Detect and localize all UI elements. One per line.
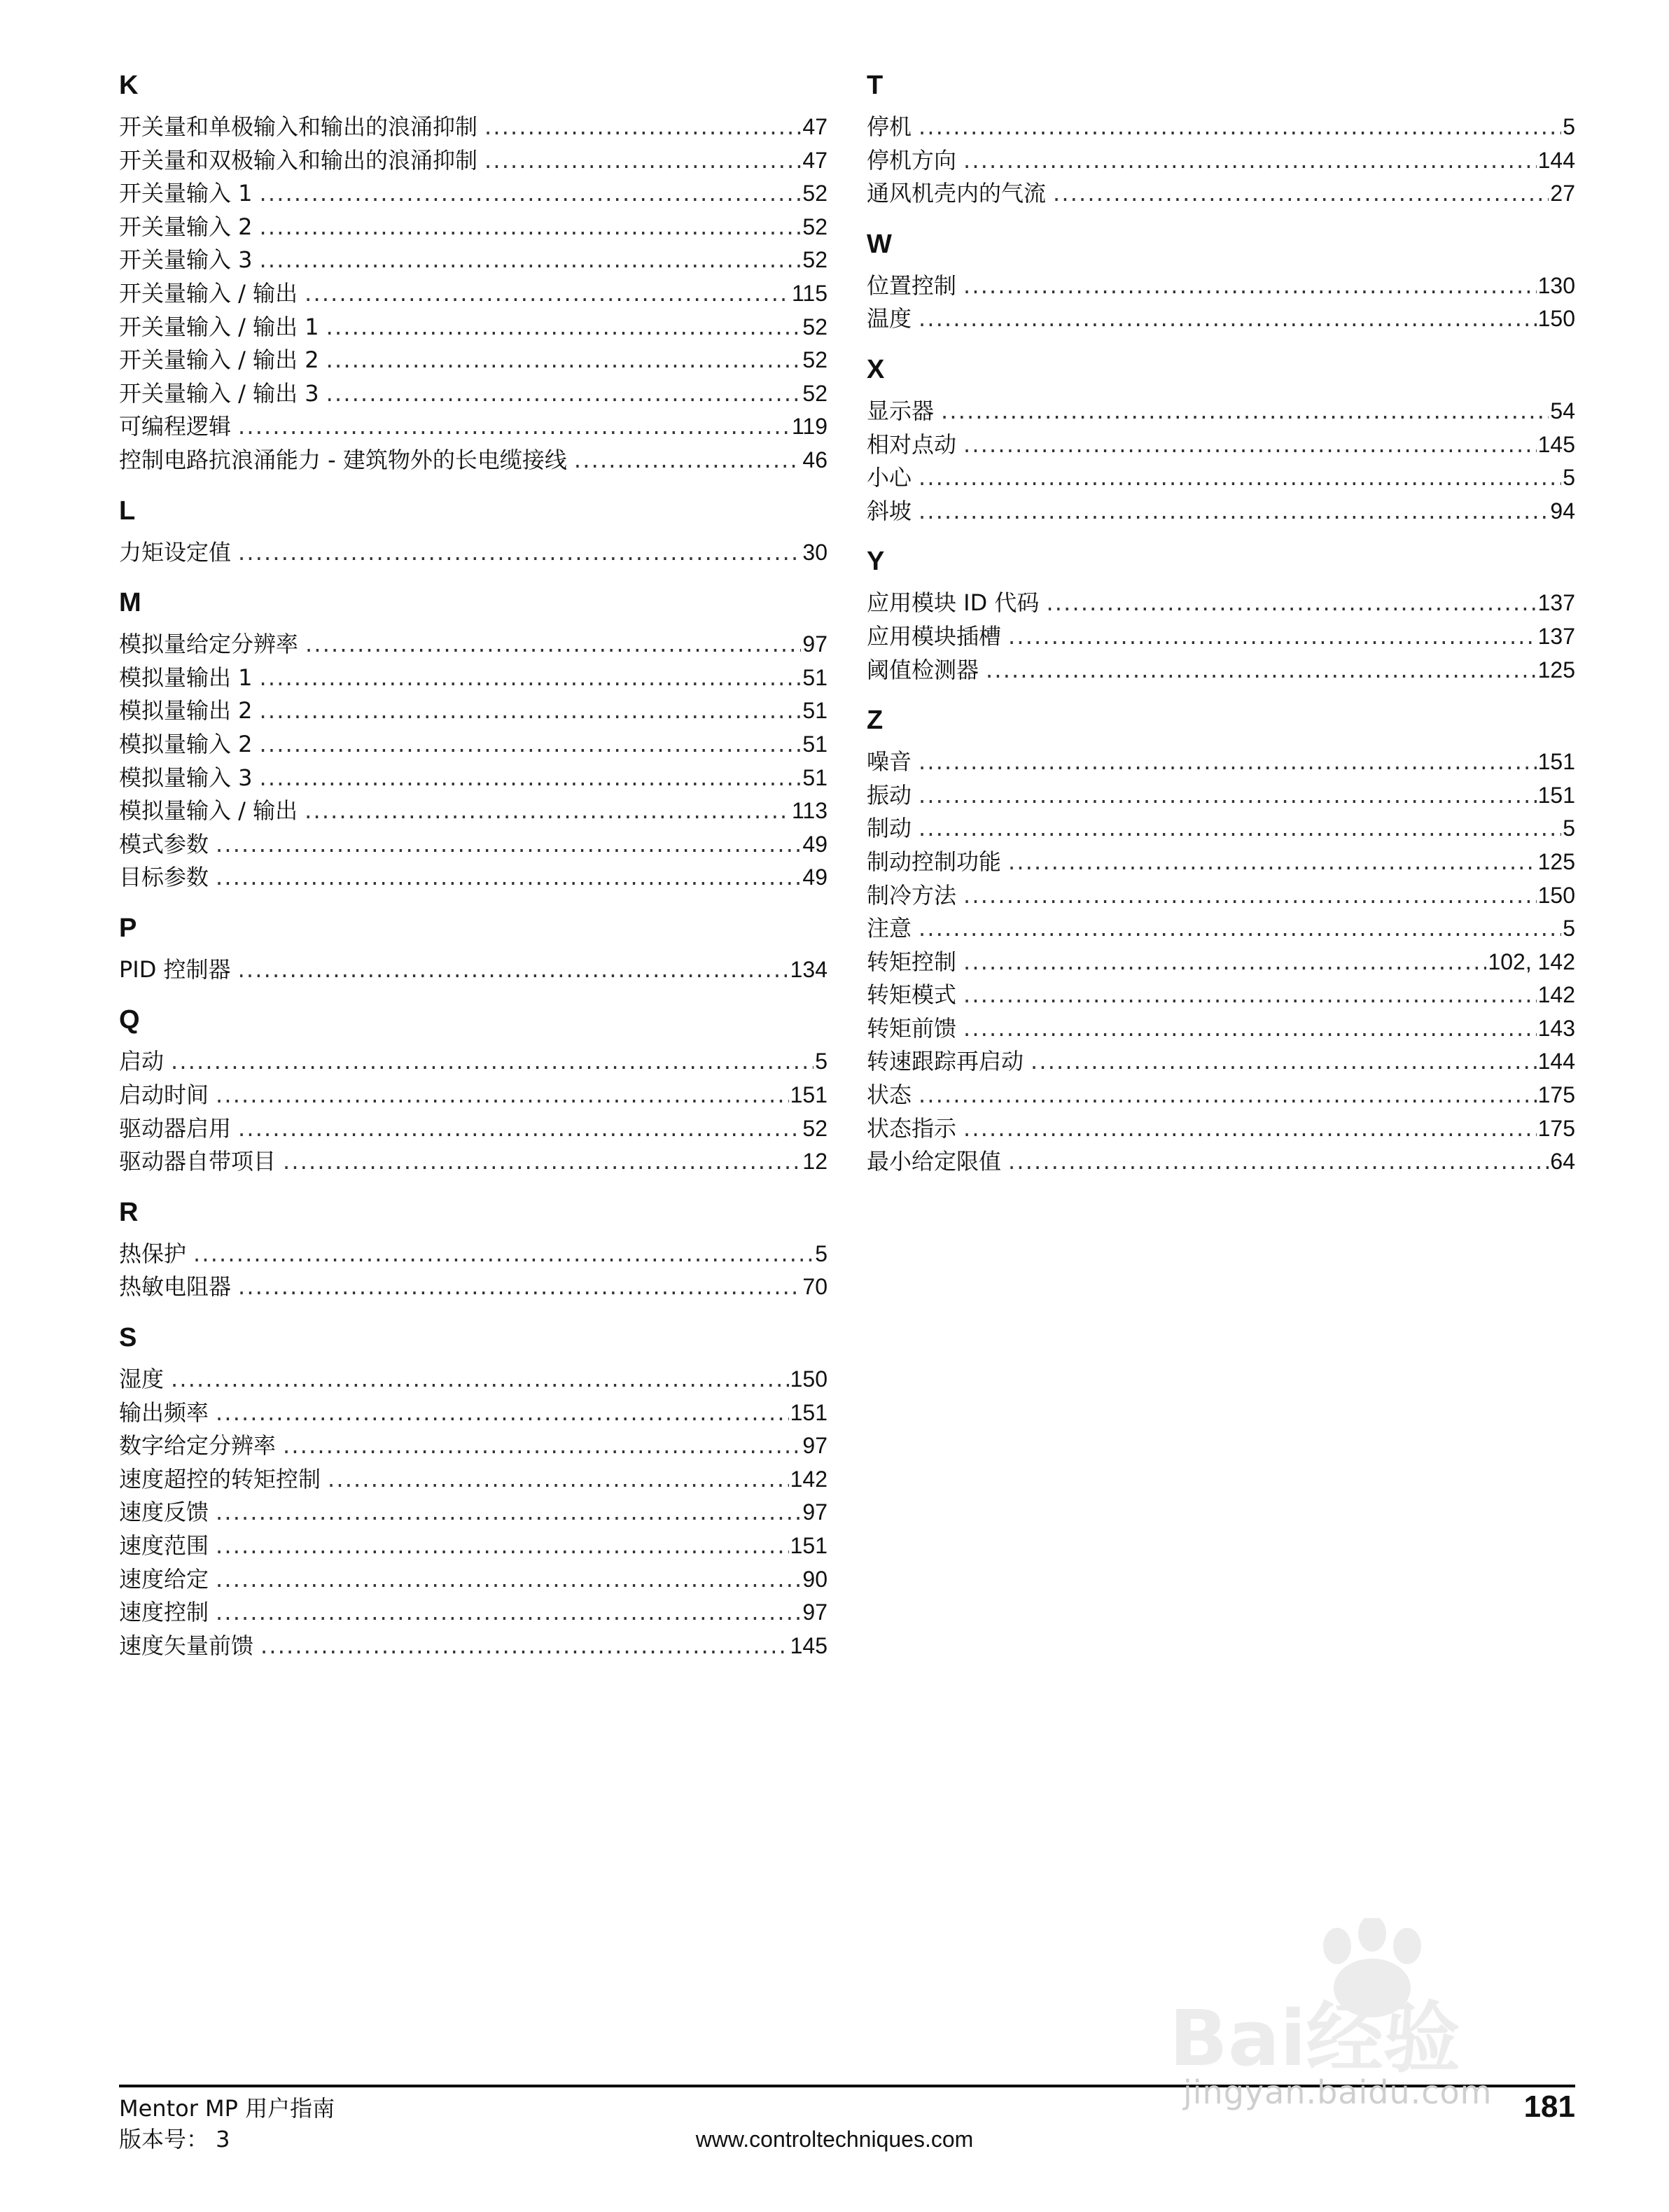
entry-page-number: 27 (1550, 181, 1575, 206)
index-entry[interactable] (119, 762, 827, 795)
index-entry[interactable] (119, 277, 827, 311)
dot-leader (305, 794, 790, 828)
dot-leader (963, 428, 1537, 462)
index-section-k (119, 69, 827, 477)
dot-leader (216, 1563, 801, 1597)
index-entry[interactable] (119, 1429, 827, 1463)
entry-page-number: 150 (1537, 882, 1575, 908)
index-entry[interactable] (119, 536, 827, 570)
dot-leader (238, 536, 801, 570)
dot-leader (283, 1145, 801, 1179)
entry-page-number: 151 (790, 1399, 827, 1425)
section-letter: M (119, 588, 141, 618)
index-entry[interactable] (867, 428, 1575, 462)
entry-page-number: 125 (1537, 848, 1575, 874)
entry-page-number: 151 (790, 1533, 827, 1558)
doc-title: Mentor MP 用户指南 (119, 2095, 335, 2122)
index-entry[interactable] (119, 177, 827, 211)
index-entry[interactable] (119, 144, 827, 178)
entry-page-number: 49 (802, 864, 827, 890)
dot-leader (919, 111, 1561, 144)
section-letter: X (867, 354, 885, 384)
index-entry[interactable] (119, 1270, 827, 1304)
entry-label: 噪音 (867, 748, 912, 776)
entry-label: 开关量输入 / 输出 1 (119, 313, 319, 340)
entry-label: 停机方向 (867, 146, 957, 174)
entry-label: 模拟量输入 / 输出 (119, 797, 298, 825)
entry-page-number: 5 (1563, 916, 1575, 941)
index-entry[interactable] (119, 111, 827, 144)
index-entry[interactable] (119, 1630, 827, 1663)
dot-leader (919, 461, 1561, 495)
index-entry[interactable] (119, 1463, 827, 1497)
index-entry[interactable] (119, 1596, 827, 1630)
section-letter: Z (867, 706, 884, 736)
index-section-x (867, 353, 1575, 528)
entry-page-number: 52 (802, 314, 827, 340)
dot-leader (216, 1396, 789, 1430)
index-entry[interactable] (867, 1012, 1575, 1046)
entry-page-number: 134 (790, 956, 827, 982)
index-entry[interactable] (119, 794, 827, 828)
entry-label: 模拟量给定分辨率 (119, 631, 299, 658)
section-letter: S (119, 1323, 137, 1353)
dot-leader (216, 1079, 789, 1112)
entry-label: 制冷方法 (867, 881, 957, 909)
index-entry[interactable] (119, 861, 827, 895)
entry-label: 速度给定 (119, 1565, 209, 1592)
index-entry[interactable] (867, 587, 1575, 620)
index-entry[interactable] (867, 461, 1575, 495)
dot-leader (1046, 587, 1536, 620)
entry-label: 速度矢量前馈 (119, 1632, 254, 1659)
entry-page-number: 52 (802, 247, 827, 273)
index-entry[interactable] (867, 946, 1575, 979)
page-number: 181 (1523, 2090, 1575, 2124)
index-entry[interactable] (867, 144, 1575, 178)
index-entry[interactable] (119, 1145, 827, 1179)
index-entry[interactable] (119, 628, 827, 662)
index-entry[interactable] (119, 694, 827, 728)
entry-label: 湿度 (119, 1366, 165, 1393)
entry-page-number: 150 (1537, 306, 1575, 332)
entry-label: 制动控制功能 (867, 848, 1002, 875)
section-letter: W (867, 229, 892, 259)
section-letter: R (119, 1197, 139, 1227)
entry-label: 制动 (867, 815, 912, 842)
entry-page-number: 142 (1537, 982, 1575, 1008)
entry-label: 启动 (119, 1048, 165, 1075)
entry-page-number: 51 (802, 664, 827, 690)
dot-leader (238, 953, 789, 987)
index-entry[interactable] (119, 410, 827, 444)
dot-leader (963, 979, 1537, 1012)
dot-leader (919, 779, 1537, 813)
entry-page-number: 145 (1537, 431, 1575, 457)
entry-page-number: 52 (802, 1115, 827, 1141)
dot-leader (260, 244, 802, 277)
dot-leader (238, 1112, 801, 1146)
dot-leader (260, 662, 802, 695)
index-entry[interactable] (119, 1496, 827, 1530)
index-section-r (119, 1196, 827, 1304)
index-entry[interactable] (867, 812, 1575, 846)
dot-leader (1053, 177, 1549, 211)
dot-leader (963, 144, 1537, 178)
entry-label: 模拟量输出 2 (119, 697, 253, 724)
entry-label: 模拟量输出 1 (119, 664, 253, 691)
dot-leader (919, 302, 1537, 336)
dot-leader (1008, 620, 1537, 654)
entry-label: 速度控制 (119, 1599, 209, 1626)
entry-label: 开关量输入 2 (119, 213, 253, 240)
entry-page-number: 52 (802, 214, 827, 239)
entry-page-number: 144 (1537, 147, 1575, 173)
entry-label: 注意 (867, 915, 912, 942)
entry-page-number: 51 (802, 764, 827, 790)
dot-leader (941, 395, 1549, 428)
entry-label: 输出频率 (119, 1399, 209, 1426)
index-entry[interactable] (867, 1079, 1575, 1112)
entry-page-number: 64 (1550, 1149, 1575, 1175)
index-entry[interactable] (867, 270, 1575, 303)
entry-page-number: 113 (791, 798, 827, 824)
entry-label: 应用模块插槽 (867, 622, 1002, 650)
index-entry[interactable] (119, 1363, 827, 1396)
dot-leader (919, 912, 1561, 946)
entry-page-number: 144 (1537, 1049, 1575, 1074)
dot-leader (919, 812, 1561, 846)
index-section-q (119, 1003, 827, 1178)
entry-label: 速度超控的转矩控制 (119, 1465, 321, 1492)
index-entry[interactable] (119, 311, 827, 344)
dot-leader (919, 1079, 1537, 1112)
entry-page-number: 175 (1537, 1115, 1575, 1141)
dot-leader (216, 828, 801, 862)
entry-label: 目标参数 (119, 864, 209, 891)
entry-label: 振动 (867, 781, 912, 808)
entry-label: 开关量和双极输入和输出的浪涌抑制 (119, 146, 478, 174)
dot-leader (238, 1270, 801, 1304)
dot-leader (216, 861, 801, 895)
dot-leader (484, 111, 801, 144)
index-entry[interactable] (867, 879, 1575, 913)
entry-page-number: 51 (802, 698, 827, 724)
dot-leader (216, 1496, 801, 1530)
entry-page-number: 30 (802, 539, 827, 565)
dot-leader (216, 1530, 789, 1563)
entry-page-number: 46 (802, 447, 827, 472)
entry-page-number: 70 (802, 1274, 827, 1300)
entry-label: 控制电路抗浪涌能力 - 建筑物外的长电缆接线 (119, 446, 567, 473)
entry-page-number: 130 (1537, 272, 1575, 298)
watermark-site: jingyan.baidu.com (1183, 2073, 1493, 2111)
footer-url[interactable]: www.controltechniques.com (695, 2127, 974, 2152)
index-entry[interactable] (867, 979, 1575, 1012)
index-entry[interactable] (867, 620, 1575, 654)
index-entry[interactable] (867, 1145, 1575, 1179)
entry-page-number: 52 (802, 380, 827, 406)
dot-leader (1008, 846, 1537, 879)
entry-label: 位置控制 (867, 272, 957, 299)
baidu-paw-logo-watermark (1162, 1918, 1554, 2100)
entry-page-number: 97 (802, 631, 827, 657)
entry-label: 开关量输入 1 (119, 180, 253, 207)
entry-page-number: 102, 142 (1488, 948, 1575, 974)
dot-leader (238, 410, 790, 444)
entry-page-number: 47 (802, 114, 827, 139)
entry-page-number: 5 (815, 1240, 827, 1266)
entry-label: 温度 (867, 305, 912, 332)
index-entry[interactable] (119, 244, 827, 277)
entry-page-number: 97 (802, 1499, 827, 1525)
entry-label: PID 控制器 (119, 955, 231, 983)
entry-page-number: 150 (790, 1366, 827, 1392)
entry-page-number: 142 (790, 1466, 827, 1492)
index-entry[interactable] (119, 344, 827, 377)
index-entry[interactable] (119, 828, 827, 862)
index-entry[interactable] (867, 1112, 1575, 1146)
entry-label: 停机 (867, 113, 912, 140)
entry-label: 开关量输入 / 输出 2 (119, 346, 319, 374)
dot-leader (260, 211, 802, 244)
entry-label: 相对点动 (867, 430, 957, 458)
section-letter: L (119, 496, 136, 526)
dot-leader (283, 1429, 801, 1463)
index-entry[interactable] (119, 662, 827, 695)
entry-label: 开关量输入 / 输出 (119, 279, 298, 307)
section-letter: T (867, 71, 884, 100)
index-entry[interactable] (867, 846, 1575, 879)
entry-label: 热敏电阻器 (119, 1273, 232, 1301)
dot-leader (216, 1596, 801, 1630)
entry-label: 速度范围 (119, 1532, 209, 1559)
dot-leader (574, 444, 802, 477)
index-section-y (867, 545, 1575, 687)
dot-leader (260, 177, 802, 211)
watermark-brand: Bai经验 (1169, 1994, 1460, 2083)
entry-label: 力矩设定值 (119, 538, 232, 566)
entry-page-number: 151 (1537, 749, 1575, 775)
dot-leader (260, 762, 802, 795)
index-entry[interactable] (119, 1238, 827, 1271)
entry-label: 显示器 (867, 397, 935, 424)
entry-page-number: 5 (815, 1049, 827, 1074)
edition-number: 版本号： 3 (119, 2126, 230, 2152)
entry-page-number: 137 (1537, 590, 1575, 616)
index-entry[interactable] (867, 177, 1575, 211)
dot-leader (919, 495, 1549, 528)
entry-page-number: 115 (791, 280, 827, 306)
index-column-right (867, 69, 1575, 1196)
entry-label: 转矩模式 (867, 981, 957, 1009)
dot-leader (963, 1012, 1537, 1046)
entry-label: 阈值检测器 (867, 656, 979, 683)
index-entry[interactable] (867, 912, 1575, 946)
index-entry[interactable] (119, 1112, 827, 1146)
entry-label: 模拟量输入 3 (119, 764, 253, 791)
index-section-p (119, 911, 827, 987)
dot-leader (193, 1238, 813, 1271)
entry-page-number: 97 (802, 1433, 827, 1459)
entry-page-number: 97 (802, 1600, 827, 1625)
index-entry[interactable] (867, 302, 1575, 336)
entry-page-number: 47 (802, 147, 827, 173)
dot-leader (171, 1045, 813, 1079)
entry-label: 开关量输入 3 (119, 246, 253, 274)
entry-label: 驱动器自带项目 (119, 1148, 277, 1175)
entry-label: 启动时间 (119, 1082, 209, 1109)
dot-leader (1031, 1045, 1537, 1079)
entry-label: 小心 (867, 464, 912, 491)
index-entry[interactable] (867, 654, 1575, 687)
index-column-left (119, 69, 827, 1679)
index-section-z (867, 704, 1575, 1179)
entry-label: 应用模块 ID 代码 (867, 589, 1040, 617)
dot-leader (305, 277, 790, 311)
dot-leader (963, 270, 1537, 303)
dot-leader (963, 1112, 1537, 1146)
index-section-s (119, 1321, 827, 1662)
index-entry[interactable] (119, 1396, 827, 1430)
entry-label: 可编程逻辑 (119, 413, 232, 440)
entry-label: 速度反馈 (119, 1499, 209, 1526)
entry-label: 模拟量输入 2 (119, 730, 253, 757)
dot-leader (305, 628, 801, 662)
index-entry[interactable] (119, 1079, 827, 1112)
index-entry[interactable] (867, 111, 1575, 144)
index-section-l (119, 494, 827, 570)
section-letter: Y (867, 547, 885, 577)
entry-page-number: 54 (1550, 398, 1575, 424)
dot-leader (963, 879, 1537, 913)
entry-page-number: 5 (1563, 465, 1575, 491)
dot-leader (986, 654, 1537, 687)
dot-leader (260, 1630, 789, 1663)
entry-page-number: 12 (802, 1149, 827, 1175)
entry-label: 模式参数 (119, 830, 209, 858)
entry-label: 斜坡 (867, 497, 912, 524)
dot-leader (484, 144, 801, 178)
index-section-m (119, 586, 827, 895)
index-entry[interactable] (867, 1045, 1575, 1079)
entry-label: 开关量和单极输入和输出的浪涌抑制 (119, 113, 478, 140)
index-entry[interactable] (119, 444, 827, 477)
entry-page-number: 151 (1537, 782, 1575, 808)
entry-label: 转矩控制 (867, 948, 957, 975)
entry-page-number: 119 (791, 414, 827, 440)
entry-page-number: 51 (802, 731, 827, 757)
index-entry[interactable] (119, 728, 827, 762)
index-entry[interactable] (119, 377, 827, 411)
index-entry[interactable] (119, 1530, 827, 1563)
index-entry[interactable] (867, 779, 1575, 813)
entry-page-number: 5 (1563, 114, 1575, 139)
dot-leader (171, 1363, 789, 1396)
section-letter: Q (119, 1005, 140, 1035)
index-entry[interactable] (119, 953, 827, 987)
index-entry[interactable] (119, 1045, 827, 1079)
dot-leader (919, 746, 1537, 779)
entry-page-number: 94 (1550, 498, 1575, 524)
entry-label: 通风机壳内的气流 (867, 180, 1047, 207)
index-entry[interactable] (867, 495, 1575, 528)
entry-label: 状态指示 (867, 1114, 957, 1142)
entry-page-number: 49 (802, 831, 827, 857)
entry-page-number: 143 (1537, 1015, 1575, 1041)
section-letter: P (119, 913, 137, 943)
entry-label: 转矩前馈 (867, 1014, 957, 1042)
entry-page-number: 151 (790, 1082, 827, 1108)
entry-page-number: 145 (790, 1632, 827, 1658)
entry-label: 热保护 (119, 1240, 187, 1267)
section-letter: K (119, 71, 139, 100)
dot-leader (326, 344, 802, 377)
entry-label: 数字给定分辨率 (119, 1432, 277, 1460)
entry-page-number: 137 (1537, 623, 1575, 649)
dot-leader (326, 311, 802, 344)
entry-page-number: 90 (802, 1566, 827, 1592)
entry-label: 转速跟踪再启动 (867, 1048, 1024, 1075)
entry-label: 状态 (867, 1082, 912, 1109)
entry-page-number: 52 (802, 347, 827, 373)
entry-label: 开关量输入 / 输出 3 (119, 379, 319, 407)
index-section-w (867, 227, 1575, 336)
entry-page-number: 5 (1563, 816, 1575, 841)
entry-page-number: 52 (802, 181, 827, 206)
entry-page-number: 125 (1537, 657, 1575, 682)
index-entry[interactable] (867, 395, 1575, 428)
index-section-t (867, 69, 1575, 211)
entry-label: 驱动器启用 (119, 1114, 232, 1142)
index-entry[interactable] (867, 746, 1575, 779)
entry-label: 最小给定限值 (867, 1148, 1002, 1175)
dot-leader (328, 1463, 789, 1497)
index-entry[interactable] (119, 211, 827, 244)
dot-leader (260, 694, 802, 728)
entry-page-number: 175 (1537, 1082, 1575, 1108)
dot-leader (1008, 1145, 1549, 1179)
dot-leader (326, 377, 802, 411)
index-entry[interactable] (119, 1563, 827, 1597)
dot-leader (963, 946, 1486, 979)
dot-leader (260, 728, 802, 762)
